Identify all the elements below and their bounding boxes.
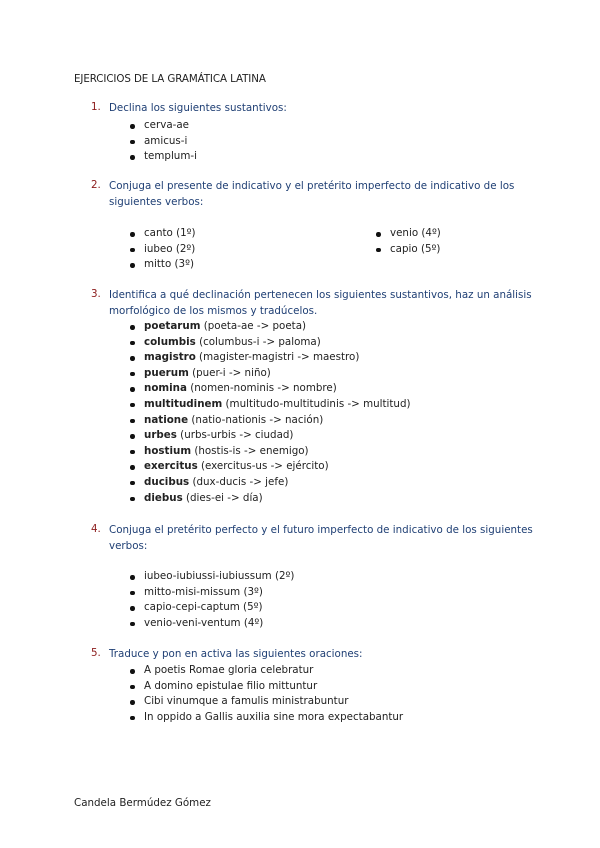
- latin-word: puerum: [144, 366, 189, 379]
- word-analysis: (puer-i -> niño): [188, 366, 271, 379]
- list-item: [132, 428, 411, 444]
- exercise-number: 1.: [91, 101, 101, 113]
- list-item: mitto (3º): [132, 257, 196, 273]
- list-item: [132, 366, 411, 382]
- exercise-number: 5.: [91, 647, 101, 659]
- list-item: capio-cepi-captum (5º): [132, 600, 294, 616]
- exercise-prompt: Traduce y pon en activa las siguientes oraciones:: [109, 648, 363, 660]
- page-title: EJERCICIOS DE LA GRAMÁTICA LATINA: [74, 73, 266, 85]
- exercise-number: 3.: [91, 288, 101, 300]
- word-analysis: (poeta-ae -> poeta): [200, 320, 307, 332]
- list-item: cerva-ae: [132, 118, 197, 134]
- latin-word: columbis: [144, 335, 196, 348]
- latin-word: diebus: [144, 491, 183, 504]
- list-item: amicus-i: [132, 134, 197, 150]
- list-item: In oppido a Gallis auxilia sine mora expectabantur: [132, 710, 403, 726]
- word-analysis: (dux-ducis -> jefe): [189, 475, 289, 488]
- list-item: A poetis Romae gloria celebratur: [132, 663, 403, 679]
- list-item: iubeo-iubiussi-iubiussum (2º): [132, 569, 294, 585]
- exercise-prompt: Conjuga el pretérito perfecto y el futuro imperfecto de indicativo de los siguientes verbos:: [109, 524, 533, 552]
- list-item: [132, 397, 411, 413]
- word-analysis: (hostis-is -> enemigo): [191, 444, 309, 457]
- author-footer: Candela Bermúdez Gómez: [74, 797, 211, 809]
- verb-list-column-1: [132, 226, 196, 273]
- exercise-prompt: Identifica a qué declinación pertenecen los siguientes sustantivos, haz un análisis morfológico de los mismos y tradúcelos.: [109, 289, 532, 317]
- word-analysis: (columbus-i -> paloma): [195, 335, 321, 348]
- list-item: A domino epistulae filio mittuntur: [132, 679, 403, 695]
- latin-word: natione: [144, 413, 189, 426]
- list-item: [132, 350, 411, 366]
- latin-word: magistro: [144, 351, 196, 364]
- latin-word: nomina: [144, 382, 187, 395]
- sentence-list: [132, 663, 403, 725]
- word-analysis: (exercitus-us -> ejército): [197, 460, 329, 473]
- word-analysis: (magister-magistri -> maestro): [195, 351, 360, 364]
- list-item: [132, 335, 411, 351]
- latin-word: poetarum: [144, 320, 201, 332]
- exercise-prompt: Declina los siguientes sustantivos:: [109, 102, 287, 114]
- verb-list-column-2: [378, 226, 441, 257]
- list-item: [132, 491, 411, 507]
- list-item: [132, 475, 411, 491]
- list-item: venio-veni-ventum (4º): [132, 616, 294, 632]
- verb-paradigm-list: [132, 569, 294, 631]
- list-item: mitto-misi-missum (3º): [132, 585, 294, 601]
- exercise-prompt: Conjuga el presente de indicativo y el pretérito imperfecto de indicativo de los siguientes verbos:: [109, 180, 515, 208]
- latin-word: multitudinem: [144, 397, 223, 410]
- list-item: venio (4º): [378, 226, 441, 242]
- list-item: templum-i: [132, 149, 197, 165]
- word-analysis: (natio-nationis -> nación): [188, 413, 324, 426]
- noun-list: [132, 118, 197, 165]
- word-analysis: (nomen-nominis -> nombre): [186, 382, 337, 395]
- word-analysis: (multitudo-multitudinis -> multitud): [222, 397, 411, 410]
- noun-analysis-list: [132, 319, 411, 506]
- latin-word: exercitus: [144, 460, 198, 473]
- list-item: [132, 413, 411, 429]
- list-item: [132, 459, 411, 475]
- latin-word: ducibus: [144, 475, 190, 488]
- exercise-number: 4.: [91, 523, 101, 535]
- latin-word: urbes: [144, 429, 177, 442]
- list-item: [132, 319, 411, 335]
- word-analysis: (dies-ei -> día): [182, 491, 263, 504]
- list-item: canto (1º): [132, 226, 196, 242]
- exercise-number: 2.: [91, 179, 101, 191]
- list-item: capio (5º): [378, 242, 441, 258]
- list-item: [132, 444, 411, 460]
- list-item: iubeo (2º): [132, 242, 196, 258]
- list-item: [132, 381, 411, 397]
- latin-word: hostium: [144, 444, 192, 457]
- word-analysis: (urbs-urbis -> ciudad): [176, 429, 294, 442]
- list-item: Cibi vinumque a famulis ministrabuntur: [132, 694, 403, 710]
